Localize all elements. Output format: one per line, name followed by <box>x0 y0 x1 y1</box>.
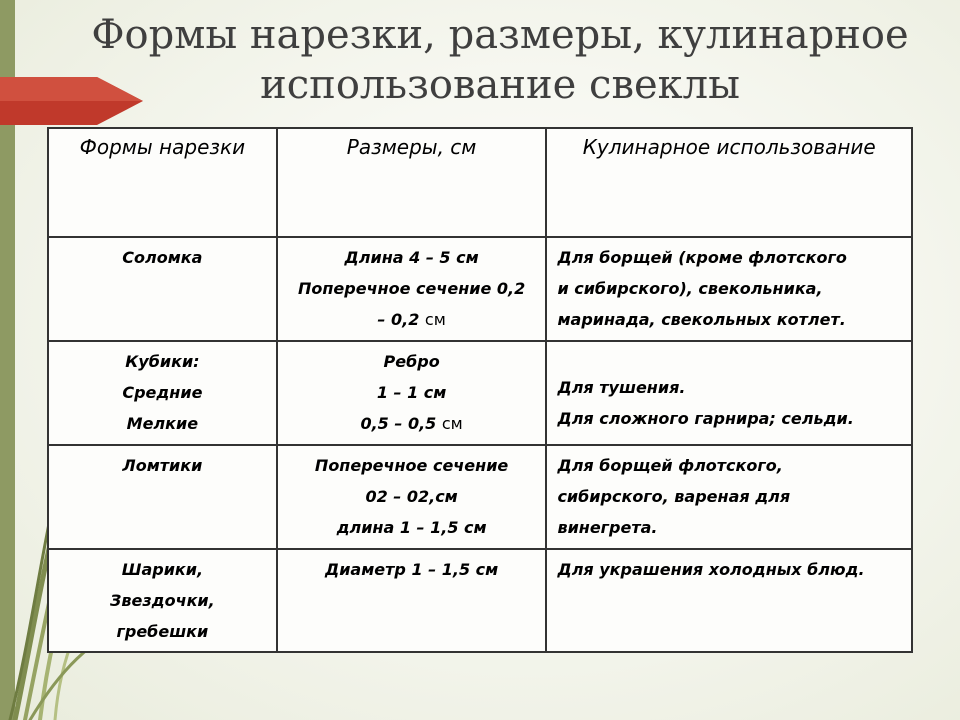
table-row <box>48 445 912 549</box>
header-usage: Кулинарное использование <box>546 128 912 237</box>
spacer <box>557 346 901 372</box>
size-text: 1 – 1 см <box>376 383 447 402</box>
usage-text: Для сложного гарнира; сельди. <box>557 409 854 428</box>
size-value: – 0,2 <box>377 310 425 329</box>
usage-text: маринада, свекольных котлет. <box>557 310 846 329</box>
row-usage-cell <box>546 445 912 549</box>
header-forms: Формы нарезки <box>48 128 277 237</box>
form-text: Кубики: <box>125 352 200 371</box>
title-line-1: Формы нарезки, размеры, кулинарное <box>91 12 909 58</box>
cutting-forms-table <box>47 127 913 653</box>
size-unit: см <box>424 310 446 329</box>
usage-text: Для борщей (кроме флотского <box>557 248 847 267</box>
size-text <box>288 304 536 335</box>
header-sizes: Размеры, см <box>277 128 547 237</box>
size-text: Поперечное сечение 0,2 <box>297 279 526 298</box>
table-row <box>48 237 912 341</box>
size-text: 02 – 02,см <box>365 487 458 506</box>
usage-text: винегрета. <box>557 518 658 537</box>
form-text: Шарики, <box>121 560 204 579</box>
table-row <box>48 549 912 652</box>
row-form-cell <box>48 549 277 652</box>
usage-text: сибирского, вареная для <box>557 487 791 506</box>
size-text <box>288 408 536 439</box>
size-value: 0,5 – 0,5 <box>360 414 442 433</box>
usage-text: Для борщей флотского, <box>557 456 783 475</box>
form-text: гребешки <box>116 622 209 641</box>
size-text: Диаметр 1 – 1,5 см <box>324 560 499 579</box>
row-size-cell <box>277 341 547 445</box>
usage-text: Для украшения холодных блюд. <box>557 560 865 579</box>
row-size-cell <box>277 237 547 341</box>
size-text: Длина 4 – 5 см <box>344 248 479 267</box>
table-row <box>48 341 912 445</box>
row-form-cell <box>48 237 277 341</box>
size-text: длина 1 – 1,5 см <box>336 518 487 537</box>
size-text: Поперечное сечение <box>314 456 509 475</box>
form-text: Ломтики <box>122 456 203 475</box>
row-form-cell <box>48 341 277 445</box>
table-header-row <box>48 128 912 237</box>
page-title <box>60 10 940 110</box>
form-text: Средние <box>122 383 203 402</box>
row-form-cell <box>48 445 277 549</box>
usage-text: и сибирского), свекольника, <box>557 279 823 298</box>
row-size-cell <box>277 445 547 549</box>
row-usage-cell <box>546 341 912 445</box>
row-usage-cell <box>546 549 912 652</box>
form-text: Звездочки, <box>110 591 215 610</box>
usage-text: Для тушения. <box>557 378 686 397</box>
row-size-cell <box>277 549 547 652</box>
size-text: Ребро <box>383 352 440 371</box>
size-unit: см <box>441 414 463 433</box>
title-line-2: использование свеклы <box>260 62 740 108</box>
form-text: Мелкие <box>126 414 199 433</box>
row-usage-cell <box>546 237 912 341</box>
form-text: Соломка <box>122 248 203 267</box>
